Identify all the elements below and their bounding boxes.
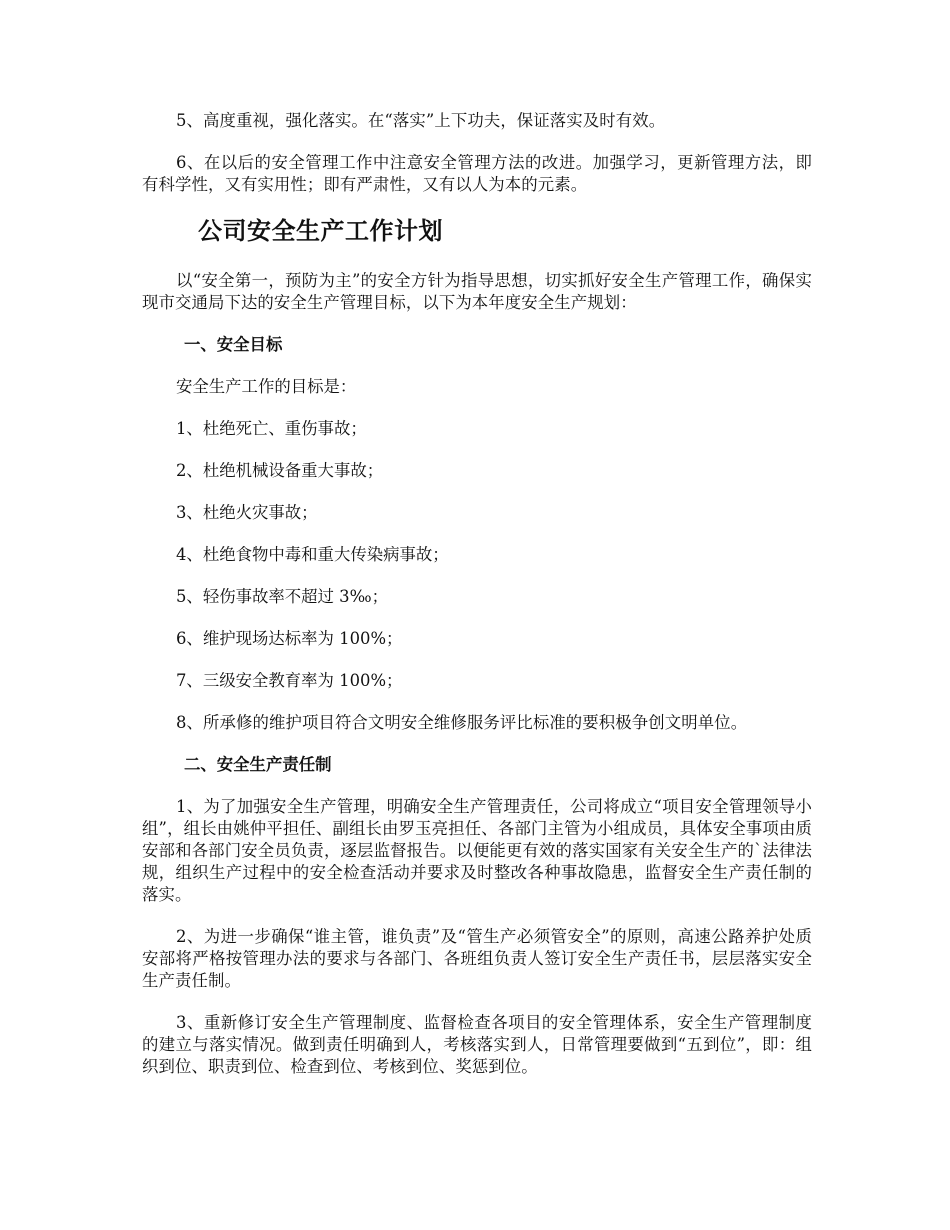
lead-paragraph: 以“安全第一，预防为主”的安全方针为指导思想，切实抓好安全生产管理工作，确保实现市交通局下达的安全生产管理目标，以下为本年度安全生产规划： [142,271,812,312]
responsibility-paragraph: 3、重新修订安全生产管理制度、监督检查各项目的安全管理体系，安全生产管理制度的建立与落实情况。做到责任明确到人，考核落实到人，日常管理要做到“五到位”，即：组织到位、职责到位、检查到位、考核到位、奖惩到位。 [142,1013,812,1076]
section-intro: 安全生产工作的目标是： [176,377,357,396]
goal-item: 5、轻伤事故率不超过 3‰； [176,587,388,606]
goal-item: 1、杜绝死亡、重伤事故； [176,419,367,438]
goal-item: 3、杜绝火灾事故； [176,503,318,522]
goal-item: 8、所承修的维护项目符合文明安全维修服务评比标准的要积极争创文明单位。 [176,713,748,732]
goal-item: 2、杜绝机械设备重大事故； [176,461,384,480]
goal-item: 4、杜绝食物中毒和重大传染病事故； [176,545,449,564]
intro-paragraph-6: 6、在以后的安全管理工作中注意安全管理方法的改进。加强学习，更新管理方法，即有科学性，又有实用性；即有严肃性，又有以人为本的元素。 [142,153,812,194]
section-heading-responsibility: 二、安全生产责任制 [184,755,332,774]
goal-item: 7、三级安全教育率为 100%； [176,671,403,690]
responsibility-paragraph: 2、为进一步确保“谁主管，谁负责”及“管生产必须管安全”的原则，高速公路养护处质安部将严格按管理办法的要求与各部门、各班组负责人签订安全生产责任书，层层落实安全生产责任制。 [142,927,812,990]
section-heading-safety-goals: 一、安全目标 [184,335,283,354]
document-title: 公司安全生产工作计划 [198,216,443,245]
responsibility-paragraph: 1、为了加强安全生产管理，明确安全生产管理责任，公司将成立“项目安全管理领导小组”，组长由姚仲平担任、副组长由罗玉亮担任、各部门主管为小组成员，具体安全事项由质安部和各部门安全员负责，逐层监督报告。以便能更有效的落实国家有关安全生产的`法律法规，组织生产过程中的安全检查活动并要求及时整改各种事故隐患，监督安全生产责任制的落实。 [142,797,812,904]
goal-item: 6、维护现场达标率为 100%； [176,629,403,648]
document-page [142,110,812,1098]
intro-paragraph-5: 5、高度重视，强化落实。在“落实”上下功夫，保证落实及时有效。 [176,111,666,130]
